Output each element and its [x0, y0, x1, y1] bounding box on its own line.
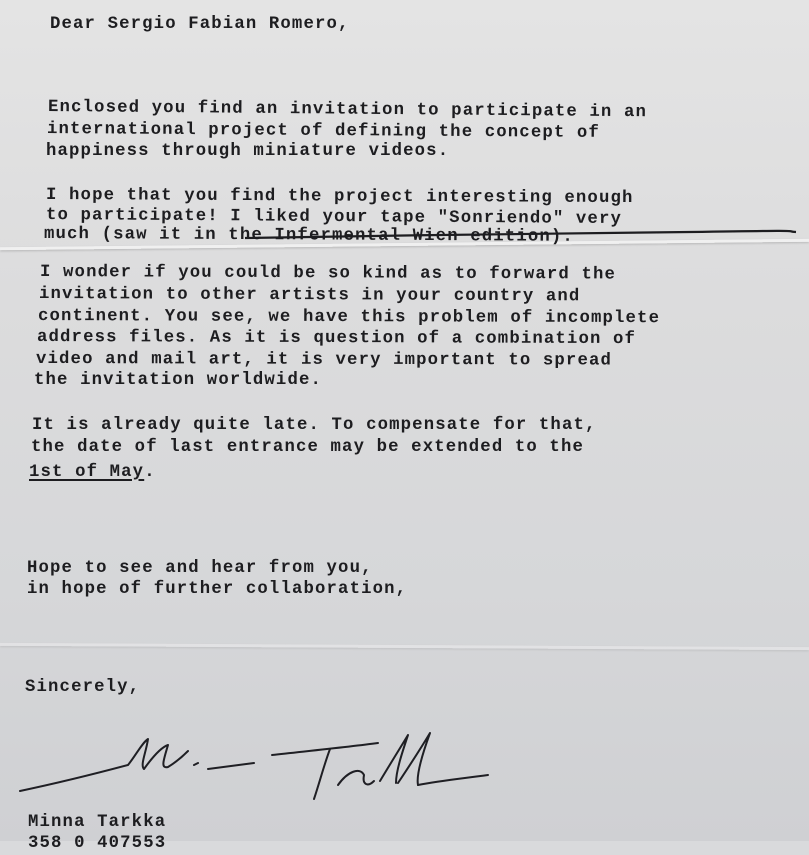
deadline-date: 1st of May: [29, 463, 145, 482]
deadline-line: [29, 462, 156, 484]
paragraph3-line5: video and mail art, it is very important to spread: [35, 350, 613, 371]
closing-line1: Hope to see and hear from you,: [27, 559, 373, 578]
salutation: Dear Sergio Fabian Romero,: [50, 15, 350, 34]
paragraph3-line2: invitation to other artists in your country and: [38, 285, 581, 307]
paragraph2-line1: I hope that you find the project interesting enough: [45, 186, 634, 209]
paragraph3-line6: the invitation worldwide.: [34, 371, 323, 390]
signature-name: Minna Tarkka: [28, 813, 167, 832]
paragraph2-line3: much (saw it in the Infermental Wien edition).: [43, 225, 574, 247]
closing-line2: in hope of further collaboration,: [27, 580, 408, 599]
paragraph2-line2: to participate! I liked your tape "Sonriendo" very: [45, 206, 623, 230]
paragraph4-line1: It is already quite late. To compensate for that,: [32, 416, 597, 435]
paragraph4-line2: the date of last entrance may be extended to the: [31, 438, 584, 457]
paragraph3-line4: address files. As it is question of a combination of: [36, 328, 637, 350]
paragraph3-line1: I wonder if you could be so kind as to forward the: [39, 263, 617, 285]
paragraph1-line1: Enclosed you find an invitation to participate in an: [47, 98, 648, 123]
deadline-period: .: [144, 463, 156, 482]
signoff: Sincerely,: [25, 678, 141, 697]
paper-fold-lower: [0, 643, 809, 650]
handwritten-signature: [18, 725, 498, 815]
paragraph1-line3: happiness through miniature videos.: [46, 142, 450, 161]
phone-number: 358 0 407553: [28, 834, 167, 853]
paragraph1-line2: international project of defining the concept of: [46, 120, 601, 143]
paragraph3-line3: continent. You see, we have this problem of incomplete: [37, 307, 661, 329]
